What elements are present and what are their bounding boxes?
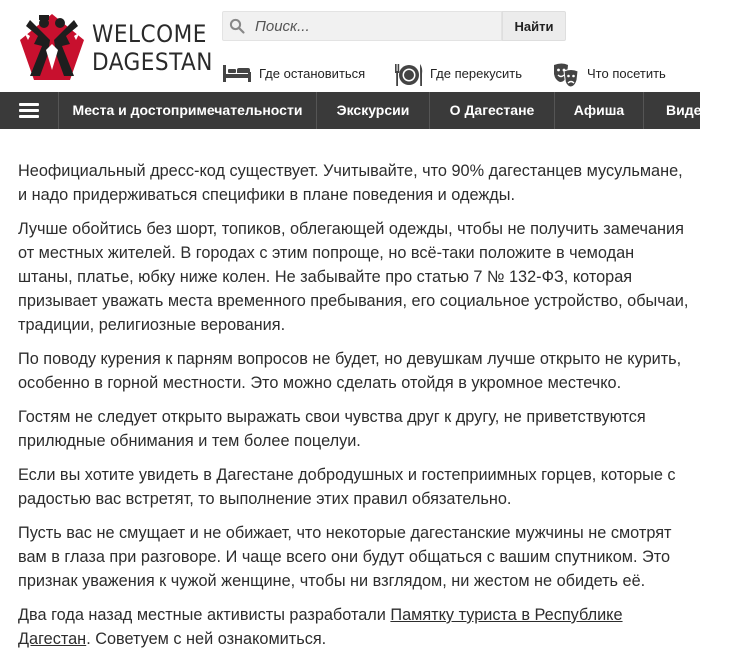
brand-line-1: WELCOME (92, 20, 207, 48)
nav-item-events[interactable]: Афиша (554, 92, 643, 129)
nav-item-video[interactable]: Видео (643, 92, 743, 129)
quicklink-stay[interactable] (222, 60, 372, 88)
quicklink-visit-label: Что посетить (587, 66, 666, 81)
plate-icon (394, 62, 424, 88)
search-box (222, 11, 502, 41)
article-paragraph-last (18, 603, 692, 651)
main-nav (0, 92, 710, 129)
article-paragraph: Неофициальный дресс-код существует. Учитывайте, что 90% дагестанцев мусульмане, и надо придерживаться специфики в плане поведения и одежды. (18, 162, 683, 204)
article-paragraph: Лучше обойтись без шорт, топиков, облегающей одежды, чтобы не получить замечания от местных жителей. В городах с этим попроще, но всё-таки положите в чемодан штаны, платье, юбку ниже колен. Не забывайте про статью 7 № 132-ФЗ, которая призывает уважать места временного пребывания, его социальное устройство, обычаи, традиции, религиозные верования. (18, 220, 689, 334)
article-paragraph: По поводу курения к парням вопросов не будет, но девушкам лучше открыто не курить, особенно в горной местности. Это можно сделать отойдя в укромное местечко. (18, 350, 682, 392)
hamburger-menu-icon[interactable] (0, 92, 58, 129)
search-input[interactable] (255, 12, 495, 40)
last-paragraph-text-before: Два года назад местные активисты разработали (18, 606, 391, 624)
nav-item-places[interactable]: Места и достопримечательности (58, 92, 316, 129)
quicklink-visit[interactable] (552, 60, 700, 88)
site-logo[interactable] (16, 10, 213, 82)
nav-item-about-dagestan[interactable]: О Дагестане (429, 92, 554, 129)
article-paragraph: Гостям не следует открыто выражать свои чувства друг к другу, не приветствуются прилюдные обнимания и тем более поцелуи. (18, 408, 646, 450)
article-paragraph: Пусть вас не смущает и не обижает, что некоторые дагестанские мужчины не смотрят вам в глаза при разговоре. И чаще всего они будут общаться с вашим спутником. Это признак уважения к чужой женщине, чтобы ни взглядом, ни жестом не обидеть её. (18, 524, 672, 590)
quicklink-eat[interactable] (394, 60, 534, 88)
quick-links (222, 60, 700, 88)
search-button[interactable]: Найти (502, 11, 566, 41)
bed-icon (222, 62, 252, 84)
theatre-masks-icon (552, 62, 580, 88)
nav-item-excursions[interactable]: Экскурсии (316, 92, 429, 129)
search-icon (229, 18, 245, 34)
quicklink-eat-label: Где перекусить (430, 66, 523, 81)
search-form (222, 11, 566, 41)
brand-line-2: DAGESTAN (92, 48, 213, 76)
tourist-memo-link[interactable]: Памятку туриста в Республике Дагестан (18, 606, 623, 648)
quicklink-stay-label: Где остановиться (259, 66, 366, 81)
article-paragraph: Если вы хотите увидеть в Дагестане добродушных и гостеприимных горцев, которые с радостью вас встретят, то выполнение этих правил обязательно. (18, 466, 676, 508)
last-paragraph-text-after: . Советуем с ней ознакомиться. (86, 630, 327, 648)
article-body (18, 159, 692, 661)
site-header (0, 0, 700, 92)
dancing-couple-logo-icon (16, 10, 88, 82)
brand-wordmark (92, 20, 213, 76)
